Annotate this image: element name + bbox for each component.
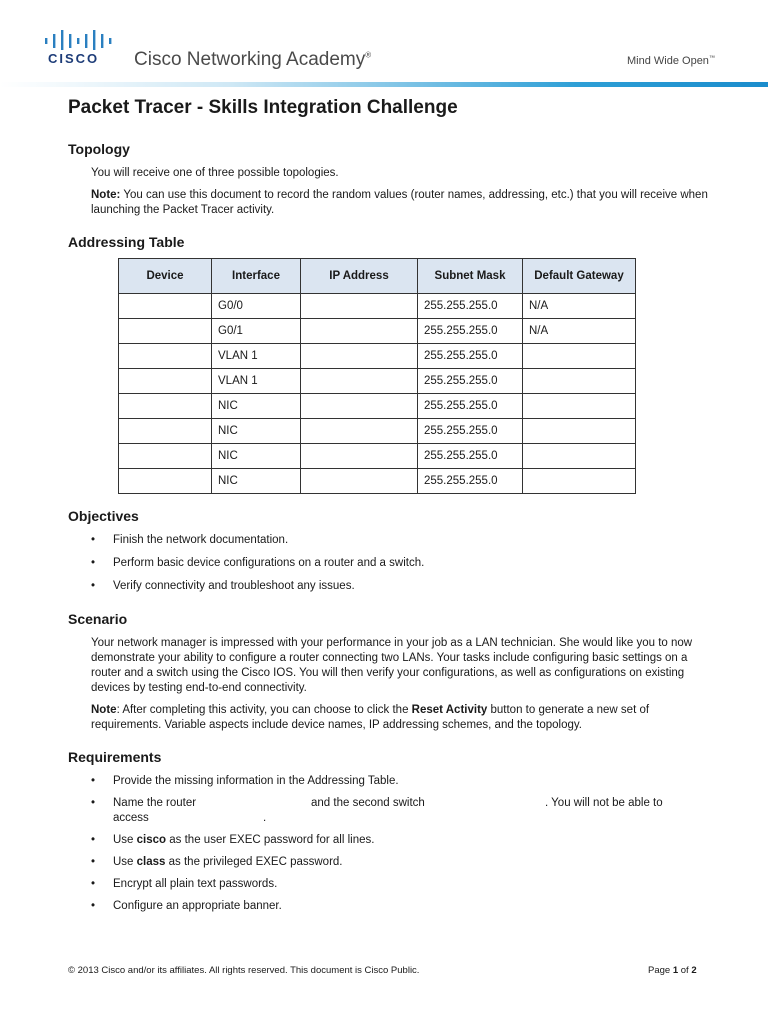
list-item: • Encrypt all plain text passwords.: [91, 878, 278, 890]
academy-name: Cisco Networking Academy®: [134, 49, 372, 70]
table-cell: [523, 469, 636, 494]
addressing-table: [118, 258, 636, 494]
page-number: Page 1 of 2: [648, 965, 697, 976]
table-cell: 255.255.255.0: [418, 319, 523, 344]
bullet-icon: •: [91, 534, 96, 546]
table-cell: [523, 394, 636, 419]
cisco-logo-bars-icon: [45, 30, 113, 50]
table-cell: [301, 369, 418, 394]
table-cell: 255.255.255.0: [418, 344, 523, 369]
table-cell: VLAN 1: [212, 369, 301, 394]
requirements-heading: Requirements: [68, 749, 162, 765]
table-cell: [301, 294, 418, 319]
table-cell: 255.255.255.0: [418, 369, 523, 394]
table-cell: [523, 369, 636, 394]
table-cell: N/A: [523, 294, 636, 319]
requirements-list: [91, 774, 711, 914]
page-header: [0, 0, 768, 90]
bullet-icon: •: [91, 878, 96, 890]
list-item: • Name the router and the second switch . You will not be able to access .: [91, 797, 663, 824]
table-cell: [119, 444, 212, 469]
column-header: IP Address: [301, 259, 418, 294]
column-header: Subnet Mask: [418, 259, 523, 294]
bullet-icon: •: [91, 580, 96, 592]
table-cell: NIC: [212, 394, 301, 419]
scenario-paragraph: Your network manager is impressed with your performance in your job as a LAN technician. She would like you to now demonstrate your ability to configure a router connecting two LANs. Your tasks include configuring basic settings on a router and a switch using the Cisco IOS. You will then verify your configurations, as well as configurations on existing devices by testing end-to-end connectivity.: [91, 637, 693, 694]
bullet-icon: •: [91, 775, 96, 787]
table-row: [119, 369, 636, 394]
table-cell: NIC: [212, 469, 301, 494]
document-title: Packet Tracer - Skills Integration Challenge: [68, 97, 458, 118]
header-rule: [0, 82, 768, 87]
table-cell: [523, 444, 636, 469]
list-item: • Configure an appropriate banner.: [91, 900, 282, 912]
objectives-heading: Objectives: [68, 508, 139, 524]
table-cell: [119, 294, 212, 319]
table-row: [119, 444, 636, 469]
table-cell: NIC: [212, 444, 301, 469]
table-cell: [301, 344, 418, 369]
table-cell: 255.255.255.0: [418, 444, 523, 469]
table-cell: [119, 369, 212, 394]
table-cell: NIC: [212, 419, 301, 444]
table-row: [119, 419, 636, 444]
table-cell: 255.255.255.0: [418, 469, 523, 494]
list-item: • Use cisco as the user EXEC password for all lines.: [91, 834, 375, 846]
table-cell: [119, 469, 212, 494]
table-row: [119, 319, 636, 344]
table-cell: [301, 444, 418, 469]
list-item: • Verify connectivity and troubleshoot any issues.: [91, 580, 355, 592]
scenario-heading: Scenario: [68, 611, 128, 627]
table-cell: 255.255.255.0: [418, 394, 523, 419]
topology-heading: Topology: [68, 141, 130, 157]
cisco-wordmark: CISCO: [48, 51, 100, 66]
objectives-list: [91, 533, 711, 594]
table-cell: N/A: [523, 319, 636, 344]
column-header: Default Gateway: [523, 259, 636, 294]
topology-note: Note: You can use this document to record the random values (router names, addressing, etc.) that you will receive when launching the Packet Tracer activity.: [91, 189, 708, 216]
list-item: • Perform basic device configurations on a router and a switch.: [91, 557, 425, 569]
table-cell: [301, 469, 418, 494]
addressing-table-heading: Addressing Table: [68, 234, 185, 250]
table-cell: [119, 319, 212, 344]
table-cell: [119, 344, 212, 369]
scenario-note: Note: After completing this activity, you can choose to click the Reset Activity button to generate a new set of requirements. Variable aspects include device names, IP addressing schemes, and the topology.: [91, 704, 650, 731]
bullet-icon: •: [91, 856, 96, 868]
table-cell: [523, 419, 636, 444]
list-item: • Finish the network documentation.: [91, 534, 289, 546]
table-header-row: [119, 259, 636, 294]
topology-intro: You will receive one of three possible topologies.: [91, 167, 339, 179]
column-header: Device: [119, 259, 212, 294]
table-cell: [119, 394, 212, 419]
table-cell: [301, 319, 418, 344]
table-row: [119, 294, 636, 319]
table-cell: VLAN 1: [212, 344, 301, 369]
table-cell: G0/1: [212, 319, 301, 344]
table-cell: G0/0: [212, 294, 301, 319]
list-item: • Provide the missing information in the Addressing Table.: [91, 775, 399, 787]
table-cell: 255.255.255.0: [418, 294, 523, 319]
table-cell: [301, 419, 418, 444]
table-row: [119, 469, 636, 494]
table-cell: [119, 419, 212, 444]
table-row: [119, 394, 636, 419]
tagline: Mind Wide Open™: [627, 55, 715, 67]
bullet-icon: •: [91, 557, 96, 569]
bullet-icon: •: [91, 834, 96, 846]
table-row: [119, 344, 636, 369]
table-cell: [523, 344, 636, 369]
copyright-notice: © 2013 Cisco and/or its affiliates. All rights reserved. This document is Cisco Public.: [68, 965, 420, 976]
bullet-icon: •: [91, 797, 96, 809]
list-item: • Use class as the privileged EXEC password.: [91, 856, 343, 868]
table-cell: 255.255.255.0: [418, 419, 523, 444]
table-cell: [301, 394, 418, 419]
column-header: Interface: [212, 259, 301, 294]
bullet-icon: •: [91, 900, 96, 912]
